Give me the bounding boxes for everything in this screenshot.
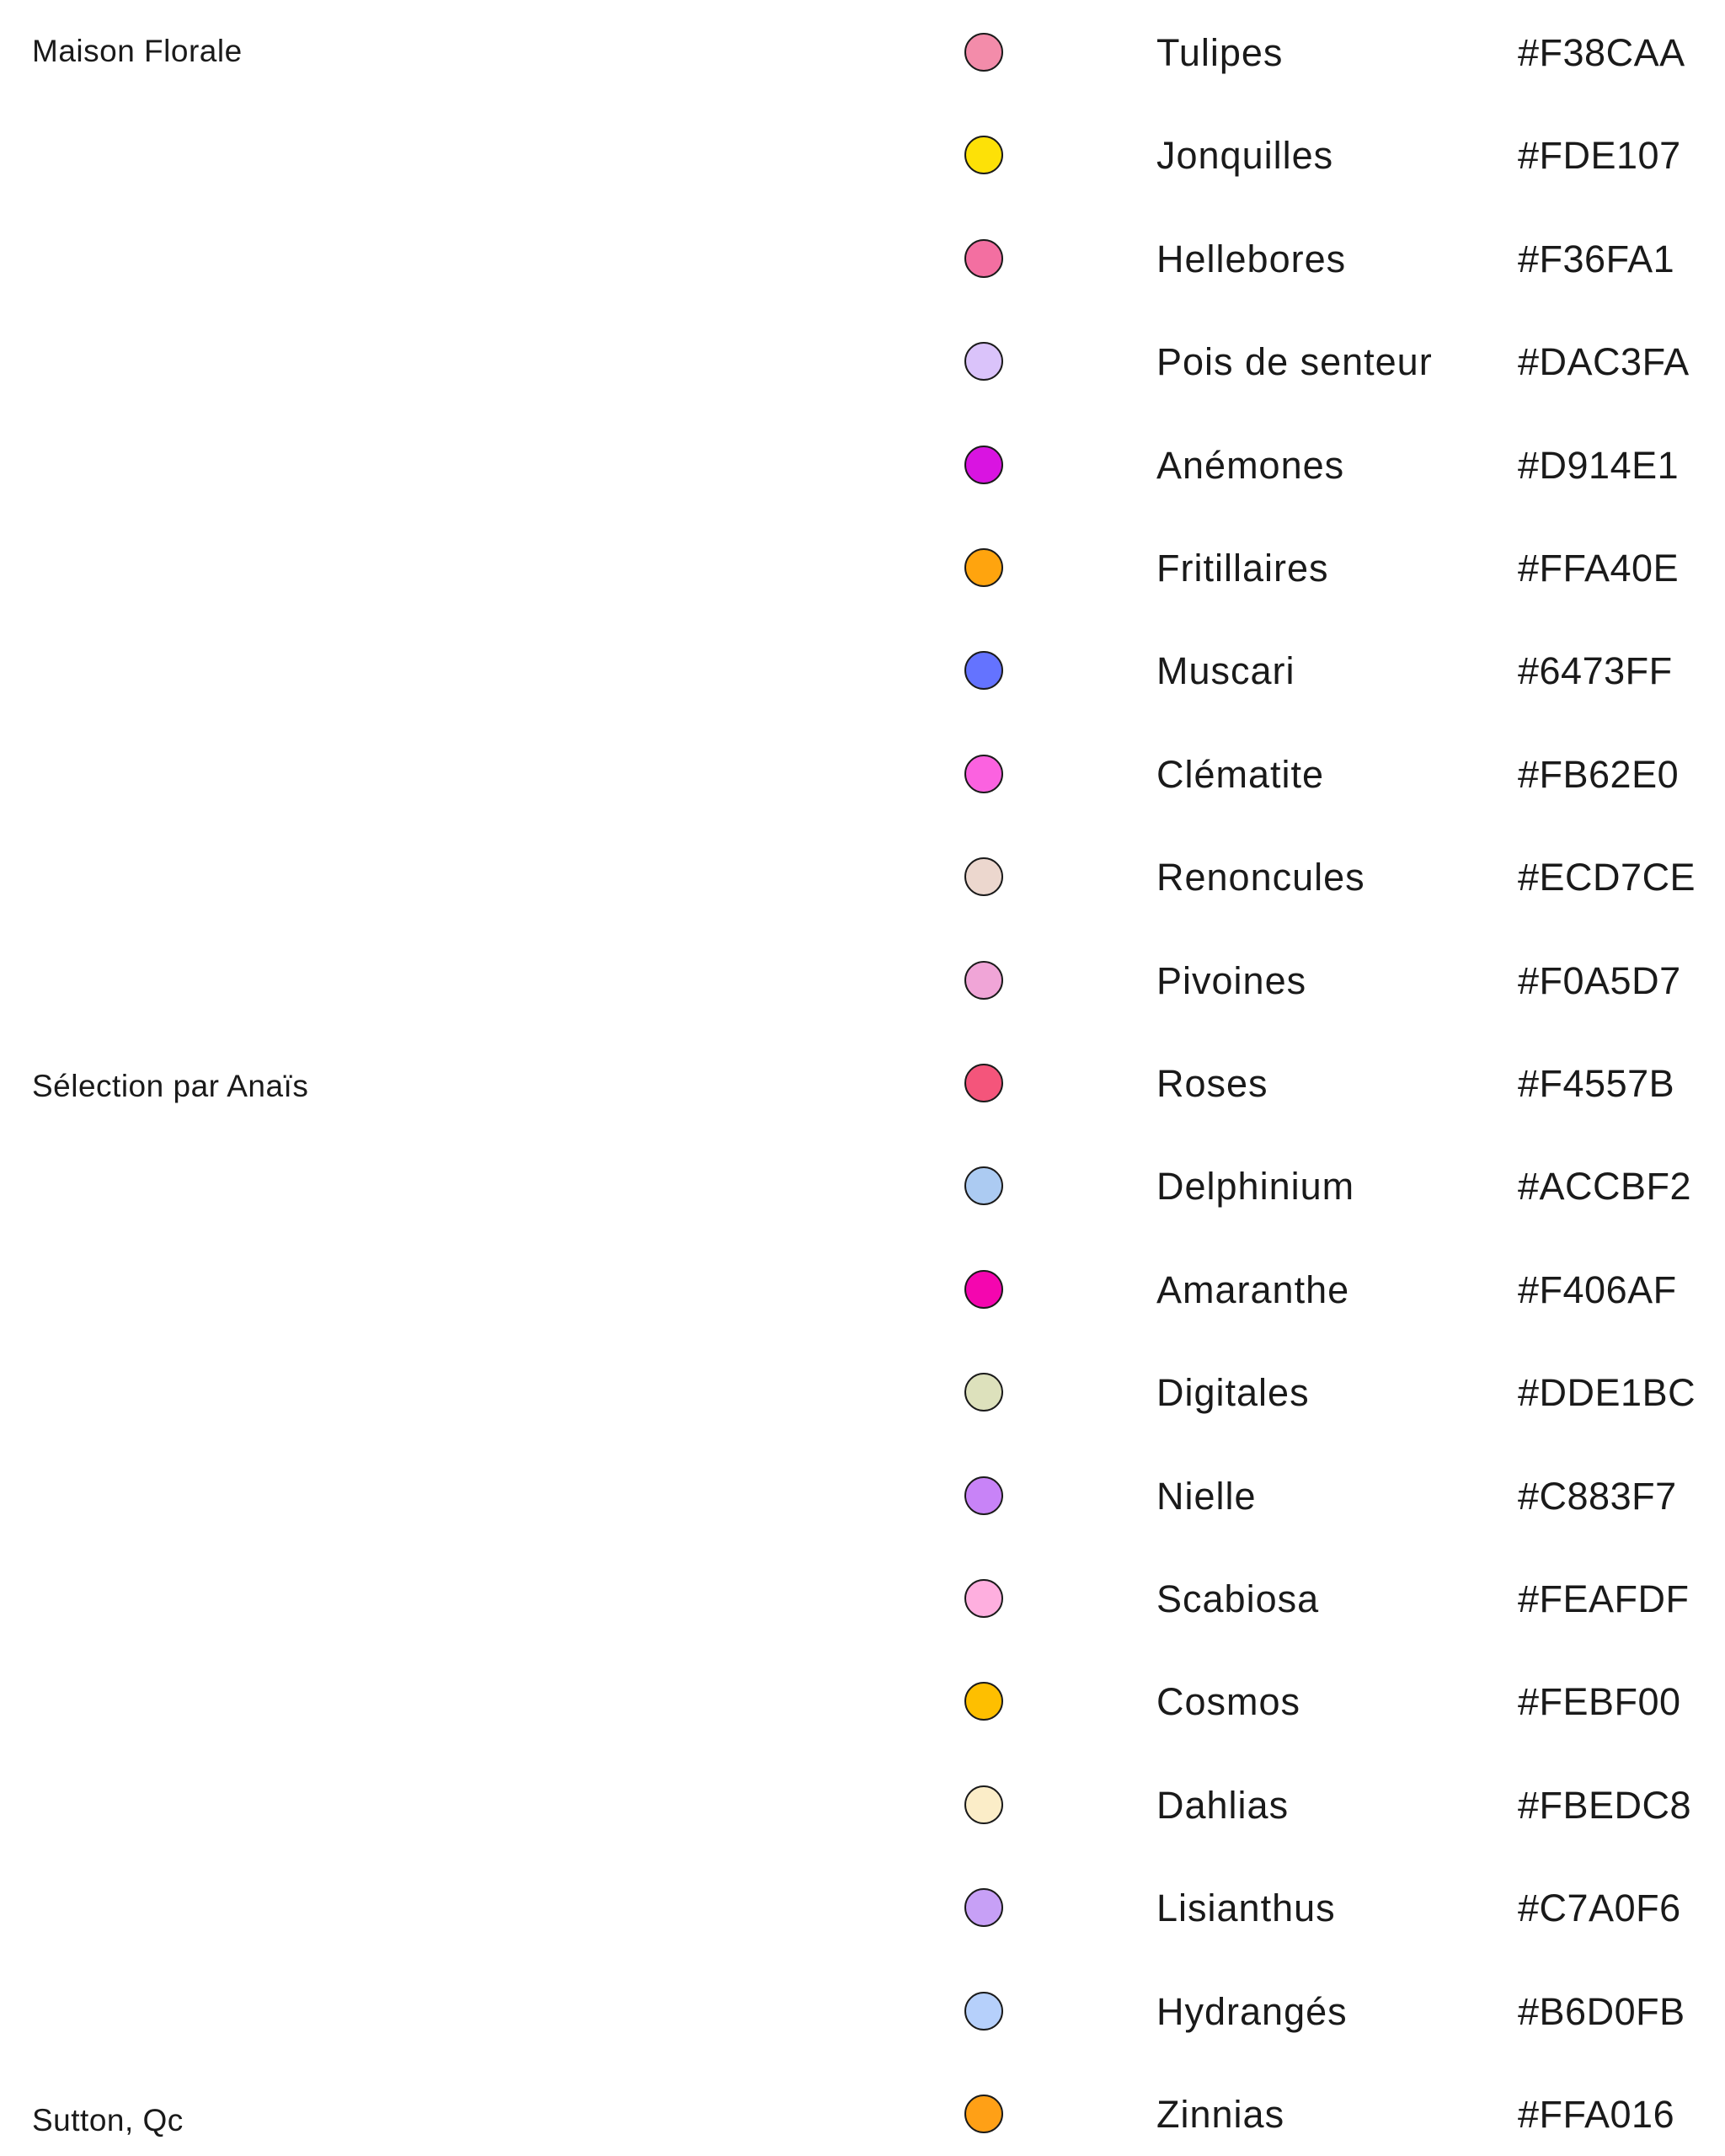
hex-code: #DDE1BC [1518,1371,1696,1414]
flower-name: Hydrangés [1156,1990,1348,2033]
color-swatch [964,33,1003,72]
flower-name: Muscari [1156,649,1295,692]
flower-name: Dahlias [1156,1784,1290,1827]
hex-code: #6473FF [1518,649,1673,692]
hex-code: #ACCBF2 [1518,1165,1692,1208]
color-swatch [964,2095,1003,2133]
color-swatch [964,446,1003,484]
flower-name: Renoncules [1156,856,1365,899]
palette-row [952,20,1725,88]
flower-name: Nielle [1156,1475,1257,1518]
palette-row [952,1773,1725,1840]
color-swatch [964,961,1003,1000]
flower-name: Hellebores [1156,237,1347,280]
flower-name: Digitales [1156,1371,1310,1414]
color-swatch [964,755,1003,793]
flower-name: Roses [1156,1062,1268,1105]
palette-row [952,123,1725,190]
color-swatch [964,1166,1003,1205]
hex-code: #FFA016 [1518,2093,1675,2136]
brand-name: Maison Florale [32,34,243,68]
palette-row [952,845,1725,912]
flower-name: Pois de senteur [1156,340,1433,383]
palette-row [952,948,1725,1016]
flower-name: Clématite [1156,753,1325,796]
hex-code: #ECD7CE [1518,856,1696,899]
palette-row [952,1360,1725,1428]
hex-code: #F4557B [1518,1062,1675,1105]
hex-code: #DAC3FA [1518,340,1690,383]
hex-code: #C7A0F6 [1518,1886,1681,1929]
palette-row [952,1464,1725,1531]
palette-row [952,1051,1725,1118]
color-swatch [964,342,1003,381]
color-swatch [964,1373,1003,1412]
curator-credit: Sélection par Anaïs [32,1069,309,1103]
hex-code: #F406AF [1518,1268,1677,1311]
palette-row [952,2082,1725,2149]
color-palette-list [952,0,1725,2156]
palette-row [952,1566,1725,1634]
color-swatch [964,1992,1003,2031]
flower-name: Anémones [1156,444,1345,487]
color-swatch [964,1579,1003,1618]
palette-row [952,227,1725,294]
palette-row [952,1979,1725,2047]
color-swatch [964,1888,1003,1927]
color-swatch [964,1064,1003,1102]
palette-row [952,1257,1725,1325]
color-swatch [964,239,1003,278]
palette-row [952,1154,1725,1221]
flower-name: Lisianthus [1156,1886,1336,1929]
color-swatch [964,548,1003,587]
hex-code: #FEAFDF [1518,1577,1690,1620]
hex-code: #FFA40E [1518,547,1680,590]
hex-code: #FDE107 [1518,134,1681,177]
palette-row [952,536,1725,603]
color-swatch [964,136,1003,174]
location-label: Sutton, Qc [32,2103,184,2137]
hex-code: #FBEDC8 [1518,1784,1692,1827]
hex-code: #F38CAA [1518,31,1685,74]
hex-code: #FEBF00 [1518,1680,1681,1723]
flower-name: Zinnias [1156,2093,1285,2136]
palette-row [952,329,1725,397]
palette-row [952,433,1725,500]
flower-name: Delphinium [1156,1165,1355,1208]
palette-row [952,1669,1725,1737]
color-swatch [964,857,1003,896]
hex-code: #F0A5D7 [1518,959,1681,1002]
hex-code: #FB62E0 [1518,753,1680,796]
color-swatch [964,1682,1003,1721]
hex-code: #B6D0FB [1518,1990,1685,2033]
color-swatch [964,1270,1003,1309]
flower-name: Jonquilles [1156,134,1334,177]
color-swatch [964,651,1003,690]
hex-code: #D914E1 [1518,444,1680,487]
flower-name: Cosmos [1156,1680,1301,1723]
flower-name: Fritillaires [1156,547,1329,590]
flower-name: Pivoines [1156,959,1307,1002]
palette-row [952,1876,1725,1943]
palette-row [952,638,1725,706]
color-swatch [964,1785,1003,1824]
hex-code: #F36FA1 [1518,237,1675,280]
flower-name: Scabiosa [1156,1577,1320,1620]
flower-name: Tulipes [1156,31,1284,74]
flower-name: Amaranthe [1156,1268,1350,1311]
color-swatch [964,1476,1003,1515]
hex-code: #C883F7 [1518,1475,1677,1518]
palette-row [952,742,1725,809]
